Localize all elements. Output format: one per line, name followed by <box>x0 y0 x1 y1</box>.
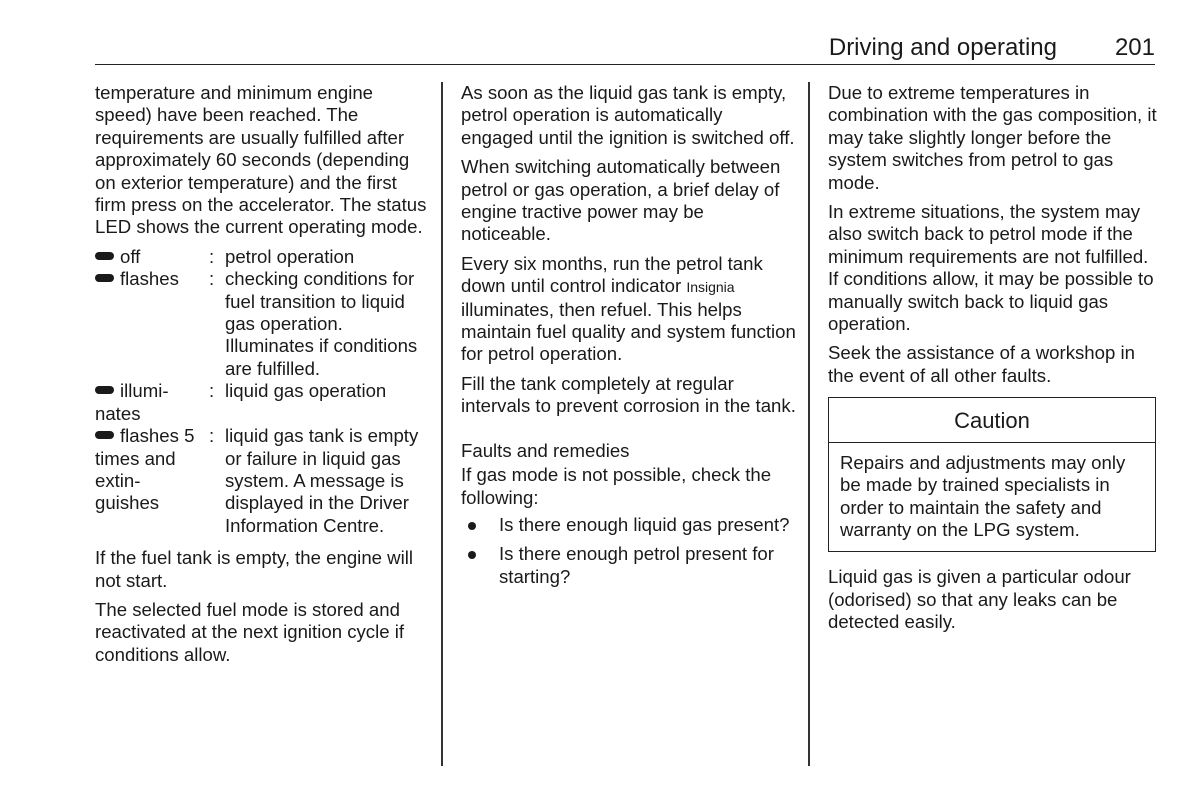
led-status-table <box>95 246 430 537</box>
paragraph: If gas mode is not possible, check the following: <box>461 464 772 508</box>
led-colon: : <box>209 380 215 402</box>
led-description: petrol operation <box>225 245 355 267</box>
control-indicator-icon: Insignia <box>686 279 735 296</box>
list-item: Is there enough liquid gas present? <box>461 514 796 536</box>
bullet-icon <box>468 522 476 530</box>
paragraph: Due to extreme temperatures in combination with the gas composition, it may take slightly longer before the system switches from petrol to gas mode. <box>828 82 1157 193</box>
led-row <box>95 425 430 537</box>
caution-title: Caution <box>829 398 1155 442</box>
paragraph: Every six months, run the petrol tank down until control indicator Insignia illuminates, then refuel. This helps maintain fuel quality and system function for petrol operation. <box>461 252 796 365</box>
faults-heading: Faults and remedies <box>461 439 630 461</box>
led-icon <box>95 431 114 439</box>
paragraph: Fill the tank completely at regular intervals to prevent corrosion in the tank. <box>461 372 796 417</box>
led-mode: flashes <box>120 268 179 290</box>
check-list <box>461 514 796 588</box>
list-item: Is there enough petrol present for starting? <box>461 543 796 588</box>
paragraph: When switching automatically between petrol or gas operation, a brief delay of engine tractive power may be noticeable. <box>461 156 781 245</box>
paragraph: temperature and minimum engine speed) have been reached. The requirements are usually fulfilled after approximately 60 seconds (depending on exterior temperature) and the first firm press on the accelerator. The status LED shows the current operating mode. <box>95 82 427 238</box>
paragraph: If the fuel tank is empty, the engine will not start. <box>95 547 413 591</box>
led-colon: : <box>209 245 215 267</box>
section-title: Driving and operating <box>828 34 1057 61</box>
column-left <box>95 82 430 673</box>
led-mode: off <box>120 245 141 267</box>
column-divider <box>808 82 810 766</box>
led-icon <box>95 252 114 260</box>
paragraph: Liquid gas is given a particular odour (odorised) so that any leaks can be detected easily. <box>828 566 1131 633</box>
caution-text: Repairs and adjustments may only be made by trained specialists in order to maintain the safety and warranty on the LPG system. <box>840 451 1126 540</box>
paragraph: In extreme situations, the system may also switch back to petrol mode if the minimum requirements are not fulfilled. If conditions allow, it may be possible to manually switch back to liquid gas operation. <box>828 201 1154 335</box>
column-middle <box>461 82 796 595</box>
led-description: liquid gas tank is empty or failure in liquid gas system. A message is displayed in the Driver Information Centre. <box>225 425 419 536</box>
led-icon <box>95 274 114 282</box>
led-mode: illumi- nates <box>95 380 169 424</box>
page-number: 201 <box>1114 34 1155 61</box>
led-row <box>95 246 430 268</box>
column-right <box>828 82 1163 641</box>
led-colon: : <box>209 425 215 447</box>
column-divider <box>441 82 443 766</box>
led-mode: flashes 5 times and extin- guishes <box>95 425 195 514</box>
paragraph: The selected fuel mode is stored and reactivated at the next ignition cycle if conditions allow. <box>95 598 405 665</box>
paragraph: Seek the assistance of a workshop in the event of all other faults. <box>828 342 1135 386</box>
led-row <box>95 268 430 380</box>
caution-box <box>828 397 1156 552</box>
page-header <box>95 28 1155 65</box>
led-row <box>95 380 430 425</box>
bullet-icon <box>468 551 476 559</box>
led-icon <box>95 386 114 394</box>
led-description: liquid gas operation <box>225 380 387 402</box>
led-colon: : <box>209 268 215 290</box>
paragraph: As soon as the liquid gas tank is empty, petrol operation is automatically engaged until the ignition is switched off. <box>461 82 795 148</box>
led-description: checking conditions for fuel transition to liquid gas operation. Illuminates if conditions are fulfilled. <box>225 268 418 379</box>
